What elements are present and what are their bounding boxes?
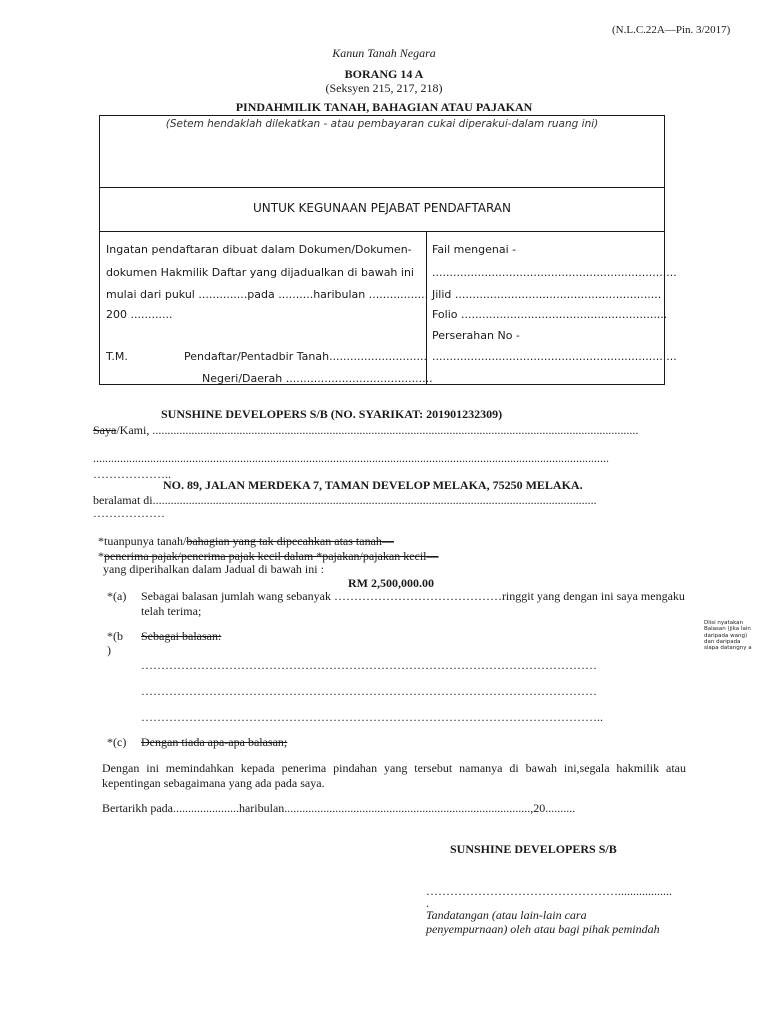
- act-title: Kanun Tanah Negara: [332, 46, 436, 60]
- option-a-text-cont: telah terima;: [141, 604, 202, 618]
- registry-note-line: dokumen Hakmilik Daftar yang dijadualkan di bawah ini: [106, 266, 414, 279]
- schedule-reference: yang diperihalkan dalam Jadual di bawah ini :: [103, 562, 324, 576]
- dotted-line: ………………..: [93, 467, 171, 481]
- option-c-label: *(c): [107, 735, 127, 749]
- registry-heading: UNTUK KEGUNAAN PEJABAT PENDAFTARAN: [253, 201, 511, 215]
- registry-note-line: mulai dari pukul ..............pada ..........haribulan .................: [106, 288, 429, 301]
- dotted-line: ………………: [93, 506, 165, 520]
- signature-caption-cont: penyempurnaan) oleh atau bagi pihak pemindah: [426, 922, 660, 936]
- transferor-company: SUNSHINE DEVELOPERS S/B (NO. SYARIKAT: 201901232309): [161, 407, 503, 421]
- presentation-no-label: Perserahan No -: [432, 329, 520, 342]
- folio-line: Folio ...........................................................: [432, 308, 668, 321]
- table-divider: [99, 231, 665, 232]
- lessee-struck: penerima pajak/penerima pajak kecil dalam *pajakan/pajakan kecil—: [104, 549, 439, 563]
- transferor-address: NO. 89, JALAN MERDEKA 7, TAMAN DEVELOP MELAKA, 75250 MELAKA.: [163, 478, 583, 492]
- file-ref-line: ......................................................................: [432, 266, 677, 279]
- option-a-text: Sebagai balasan jumlah wang sebanyak ……………………………………ringgit yang dengan ini saya mengaku: [141, 589, 685, 603]
- registry-note-line: 200 ............: [106, 308, 173, 321]
- address-line: beralamat di....................................................................................................................................................: [93, 493, 597, 507]
- signature-line: …………………………………………..................: [426, 884, 672, 898]
- registry-note-line: Ingatan pendaftaran dibuat dalam Dokumen/Dokumen-: [106, 243, 412, 256]
- margin-note: Diisi nyatakan Balasan (jika lain daripada wang) dan daripada siapa datangny a: [704, 620, 752, 652]
- ownership-struck: bahagian yang tak dipecahkan atas tanah—: [186, 534, 394, 548]
- stamp-note: (Setem hendaklah dilekatkan - atau pembayaran cukai diperakui-dalam ruang ini): [165, 118, 599, 130]
- option-c-text: Dengan tiada apa-apa balasan;: [141, 735, 288, 749]
- registrar-signature-line: Pendaftar/Pentadbir Tanah............................: [184, 350, 427, 363]
- option-b-dotted-line: ……………………………………………………………………………………………………..: [141, 710, 603, 724]
- transfer-statement: Dengan ini memindahkan kepada penerima pindahan yang tersebut namanya di bawah ini,segala hakmilik atau kepentingan sebagaimana yang ada pada saya.: [102, 761, 686, 790]
- ownership-line: [98, 534, 394, 549]
- form-reference: (N.L.C.22A—Pin. 3/2017): [612, 24, 731, 36]
- option-b-dotted-line: ……………………………………………………………………………………………………: [141, 684, 597, 698]
- file-ref-label: Fail mengenai -: [432, 243, 517, 256]
- dotted-line: ............................................................................................................................................................................: [93, 451, 609, 465]
- transferor-name-line: [93, 423, 638, 438]
- consideration-amount: RM 2,500,000.00: [348, 576, 434, 590]
- signature-dot: .: [426, 896, 429, 910]
- state-district-line: Negeri/Daerah ..........................................: [202, 372, 433, 385]
- form-title: PINDAHMILIK TANAH, BAHAGIAN ATAU PAJAKAN: [235, 100, 533, 114]
- form-number: BORANG 14 A: [344, 67, 424, 81]
- presentation-no-line: ......................................................................: [432, 350, 677, 363]
- lessee-star: *: [98, 549, 104, 563]
- table-divider: [99, 187, 665, 188]
- saya-struck: Saya: [93, 423, 117, 437]
- option-b-label: *(b: [107, 629, 123, 643]
- signatory-company: SUNSHINE DEVELOPERS S/B: [450, 842, 617, 856]
- volume-line: Jilid ...........................................................: [432, 288, 662, 301]
- option-b-label-cont: ): [107, 643, 111, 657]
- option-b-text: Sebagai balasan:: [141, 629, 222, 643]
- form-sections: (Seksyen 215, 217, 218): [325, 81, 443, 95]
- option-b-dotted-line: ……………………………………………………………………………………………………: [141, 658, 597, 672]
- date-line: Bertarikh pada......................haribulan..................................................................................,20..........: [102, 801, 576, 815]
- ownership-plain: *tuanpunya tanah/: [98, 534, 187, 548]
- kami-label: /Kami, ..................................................................................................................................................................: [116, 423, 639, 437]
- option-a-label: *(a): [107, 589, 127, 603]
- signature-caption: Tandatangan (atau lain-lain cara: [426, 908, 587, 922]
- tm-label: T.M.: [106, 350, 128, 363]
